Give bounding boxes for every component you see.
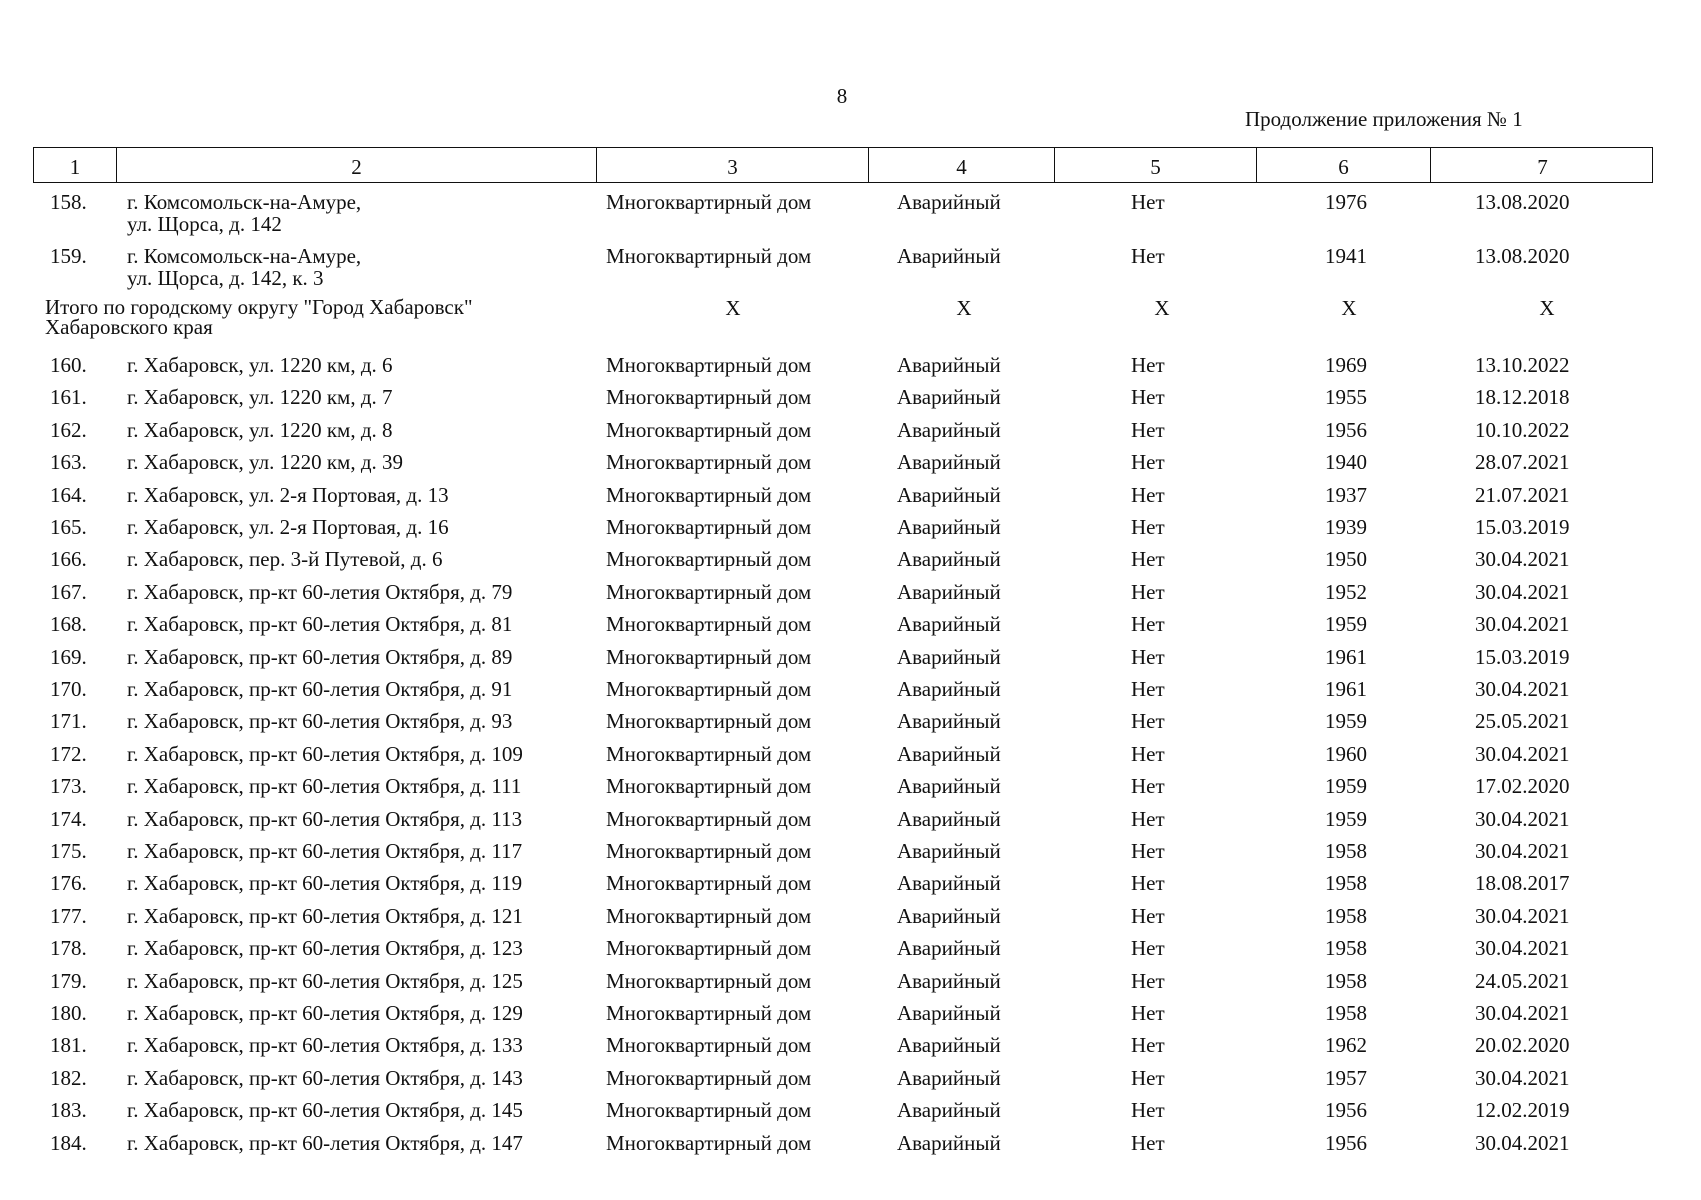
- page-number: 8: [836, 84, 848, 108]
- row-building-type: Многоквартирный дом: [606, 968, 812, 993]
- row-date: 25.05.2021: [1475, 709, 1570, 734]
- row-date: 30.04.2021: [1475, 903, 1570, 928]
- row-address: г. Хабаровск, ул. 1220 км, д. 39: [127, 450, 404, 475]
- row-flag: Нет: [1131, 244, 1165, 268]
- row-flag: Нет: [1131, 612, 1165, 637]
- row-building-type: Многоквартирный дом: [606, 774, 812, 799]
- row-address: г. Хабаровск, пр-кт 60-летия Октября, д. 109: [127, 741, 523, 766]
- row-number: 168.: [50, 612, 87, 637]
- row-address: г. Хабаровск, пр-кт 60-летия Октября, д. 79: [127, 579, 513, 604]
- row-flag: Нет: [1131, 1130, 1165, 1155]
- row-number: 172.: [50, 741, 87, 766]
- row-building-type: Многоквартирный дом: [606, 244, 812, 268]
- row-address: г. Хабаровск, пр-кт 60-летия Октября, д. 89: [127, 644, 513, 669]
- row-number: 177.: [50, 903, 87, 928]
- table-header-row: [33, 147, 1653, 183]
- total-label: Итого по городскому округу "Город Хабаровск" Хабаровского края: [45, 295, 473, 339]
- row-number: 179.: [50, 968, 87, 993]
- row-address: г. Хабаровск, пр-кт 60-летия Октября, д. 117: [127, 839, 523, 863]
- row-flag: Нет: [1131, 190, 1165, 214]
- row-year: 1950: [1325, 547, 1367, 572]
- row-year: 1958: [1325, 1001, 1367, 1025]
- row-flag: Нет: [1131, 644, 1165, 669]
- row-condition: Аварийный: [897, 579, 1001, 604]
- total-mark: X: [1539, 296, 1555, 320]
- row-condition: Аварийный: [897, 417, 1001, 442]
- row-condition: Аварийный: [897, 839, 1001, 863]
- row-flag: Нет: [1131, 968, 1165, 993]
- row-year: 1959: [1325, 612, 1367, 637]
- row-flag: Нет: [1131, 871, 1165, 896]
- row-number: 170.: [50, 677, 87, 701]
- row-number: 173.: [50, 774, 87, 799]
- row-year: 1958: [1325, 871, 1367, 896]
- row-year: 1961: [1325, 677, 1367, 701]
- row-number: 167.: [50, 579, 87, 604]
- row-building-type: Многоквартирный дом: [606, 1065, 812, 1090]
- row-date: 21.07.2021: [1475, 482, 1570, 507]
- row-condition: Аварийный: [897, 450, 1001, 475]
- row-building-type: Многоквартирный дом: [606, 450, 812, 475]
- row-flag: Нет: [1131, 709, 1165, 734]
- row-date: 30.04.2021: [1475, 1001, 1570, 1025]
- row-flag: Нет: [1131, 741, 1165, 766]
- row-flag: Нет: [1131, 515, 1165, 539]
- row-address: г. Хабаровск, пр-кт 60-летия Октября, д. 123: [127, 936, 523, 961]
- row-building-type: Многоквартирный дом: [606, 871, 812, 896]
- row-date: 13.08.2020: [1475, 244, 1570, 268]
- row-condition: Аварийный: [897, 1001, 1001, 1025]
- row-number: 171.: [50, 709, 87, 734]
- row-flag: Нет: [1131, 547, 1165, 572]
- row-building-type: Многоквартирный дом: [606, 515, 812, 539]
- row-number: 164.: [50, 482, 87, 507]
- row-number: 174.: [50, 806, 87, 831]
- row-year: 1941: [1325, 244, 1367, 268]
- row-year: 1937: [1325, 482, 1367, 507]
- row-condition: Аварийный: [897, 936, 1001, 961]
- row-flag: Нет: [1131, 774, 1165, 799]
- row-year: 1960: [1325, 741, 1367, 766]
- row-condition: Аварийный: [897, 774, 1001, 799]
- row-condition: Аварийный: [897, 244, 1001, 268]
- row-number: 184.: [50, 1130, 87, 1155]
- row-year: 1959: [1325, 806, 1367, 831]
- row-building-type: Многоквартирный дом: [606, 612, 812, 637]
- row-date: 30.04.2021: [1475, 579, 1570, 604]
- row-building-type: Многоквартирный дом: [606, 579, 812, 604]
- row-condition: Аварийный: [897, 1065, 1001, 1090]
- row-number: 183.: [50, 1098, 87, 1123]
- row-number: 182.: [50, 1065, 87, 1090]
- row-number: 158.: [50, 190, 87, 214]
- row-condition: Аварийный: [897, 515, 1001, 539]
- row-building-type: Многоквартирный дом: [606, 839, 812, 863]
- row-date: 10.10.2022: [1475, 417, 1570, 442]
- row-flag: Нет: [1131, 353, 1165, 377]
- row-building-type: Многоквартирный дом: [606, 417, 812, 442]
- row-number: 165.: [50, 515, 87, 539]
- row-date: 30.04.2021: [1475, 677, 1570, 701]
- appendix-continuation-note: Продолжение приложения № 1: [1245, 107, 1523, 131]
- row-flag: Нет: [1131, 385, 1165, 410]
- row-flag: Нет: [1131, 936, 1165, 961]
- row-condition: Аварийный: [897, 1098, 1001, 1123]
- row-number: 178.: [50, 936, 87, 961]
- row-year: 1956: [1325, 417, 1367, 442]
- row-year: 1969: [1325, 353, 1367, 377]
- row-address: г. Хабаровск, пр-кт 60-летия Октября, д. 145: [127, 1098, 523, 1123]
- column-number-6: 6: [1257, 148, 1431, 182]
- row-condition: Аварийный: [897, 353, 1001, 377]
- row-number: 181.: [50, 1033, 87, 1058]
- row-date: 20.02.2020: [1475, 1033, 1570, 1058]
- row-flag: Нет: [1131, 903, 1165, 928]
- row-date: 30.04.2021: [1475, 839, 1570, 863]
- row-flag: Нет: [1131, 1065, 1165, 1090]
- row-address: г. Хабаровск, пр-кт 60-летия Октября, д. 111: [127, 774, 522, 799]
- column-number-2: 2: [117, 148, 597, 182]
- row-year: 1940: [1325, 450, 1367, 475]
- row-flag: Нет: [1131, 579, 1165, 604]
- row-number: 160.: [50, 353, 87, 377]
- column-number-7: 7: [1537, 155, 1548, 179]
- row-flag: Нет: [1131, 1001, 1165, 1025]
- row-condition: Аварийный: [897, 190, 1001, 214]
- row-building-type: Многоквартирный дом: [606, 1098, 812, 1123]
- row-building-type: Многоквартирный дом: [606, 385, 812, 410]
- row-building-type: Многоквартирный дом: [606, 936, 812, 961]
- row-building-type: Многоквартирный дом: [606, 644, 812, 669]
- row-number: 162.: [50, 417, 87, 442]
- row-date: 28.07.2021: [1475, 450, 1570, 475]
- row-year: 1955: [1325, 385, 1367, 410]
- row-condition: Аварийный: [897, 644, 1001, 669]
- row-date: 30.04.2021: [1475, 1130, 1570, 1155]
- row-number: 169.: [50, 644, 87, 669]
- row-condition: Аварийный: [897, 968, 1001, 993]
- row-date: 30.04.2021: [1475, 547, 1570, 572]
- row-address: г. Хабаровск, пр-кт 60-летия Октября, д. 125: [127, 968, 523, 993]
- row-address: г. Хабаровск, ул. 1220 км, д. 8: [127, 417, 393, 442]
- row-condition: Аварийный: [897, 709, 1001, 734]
- column-number-1: 1: [34, 148, 117, 182]
- row-date: 15.03.2019: [1475, 644, 1570, 669]
- row-year: 1939: [1325, 515, 1367, 539]
- row-year: 1976: [1325, 190, 1367, 214]
- row-building-type: Многоквартирный дом: [606, 677, 812, 701]
- row-year: 1958: [1325, 903, 1367, 928]
- row-flag: Нет: [1131, 1033, 1165, 1058]
- row-condition: Аварийный: [897, 482, 1001, 507]
- row-address: г. Хабаровск, ул. 1220 км, д. 7: [127, 385, 393, 410]
- row-flag: Нет: [1131, 1098, 1165, 1123]
- row-condition: Аварийный: [897, 677, 1001, 701]
- row-address: г. Хабаровск, пр-кт 60-летия Октября, д. 81: [127, 612, 513, 637]
- row-condition: Аварийный: [897, 1033, 1001, 1058]
- row-address: г. Хабаровск, ул. 2-я Портовая, д. 13: [127, 482, 449, 507]
- row-address: г. Хабаровск, пр-кт 60-летия Октября, д. 93: [127, 709, 513, 734]
- row-year: 1956: [1325, 1098, 1367, 1123]
- row-flag: Нет: [1131, 839, 1165, 863]
- row-address: г. Хабаровск, пр-кт 60-летия Октября, д. 113: [127, 806, 523, 831]
- row-flag: Нет: [1131, 482, 1165, 507]
- row-building-type: Многоквартирный дом: [606, 1033, 812, 1058]
- row-building-type: Многоквартирный дом: [606, 1130, 812, 1155]
- total-mark: X: [1341, 296, 1357, 320]
- row-number: 180.: [50, 1001, 87, 1025]
- row-condition: Аварийный: [897, 385, 1001, 410]
- row-year: 1962: [1325, 1033, 1367, 1058]
- row-number: 175.: [50, 839, 87, 863]
- row-condition: Аварийный: [897, 612, 1001, 637]
- row-date: 13.08.2020: [1475, 190, 1570, 214]
- row-date: 30.04.2021: [1475, 741, 1570, 766]
- row-number: 163.: [50, 450, 87, 475]
- row-flag: Нет: [1131, 417, 1165, 442]
- row-condition: Аварийный: [897, 871, 1001, 896]
- row-address: г. Хабаровск, пр-кт 60-летия Октября, д. 119: [127, 871, 523, 896]
- row-year: 1958: [1325, 968, 1367, 993]
- row-flag: Нет: [1131, 450, 1165, 475]
- row-address: г. Хабаровск, пр-кт 60-летия Октября, д. 121: [127, 903, 523, 928]
- row-date: 13.10.2022: [1475, 353, 1570, 377]
- row-year: 1958: [1325, 936, 1367, 961]
- total-mark: X: [1154, 296, 1170, 320]
- row-address: г. Комсомольск-на-Амуре, ул. Щорса, д. 142, к. 3: [127, 244, 362, 290]
- row-condition: Аварийный: [897, 806, 1001, 831]
- row-address: г. Хабаровск, пер. 3-й Путевой, д. 6: [127, 547, 443, 572]
- row-address: г. Хабаровск, пр-кт 60-летия Октября, д. 91: [127, 677, 513, 701]
- row-building-type: Многоквартирный дом: [606, 547, 812, 572]
- row-date: 18.08.2017: [1475, 871, 1570, 896]
- row-date: 30.04.2021: [1475, 806, 1570, 831]
- row-year: 1958: [1325, 839, 1367, 863]
- row-year: 1959: [1325, 709, 1367, 734]
- row-date: 24.05.2021: [1475, 968, 1570, 993]
- row-date: 18.12.2018: [1475, 385, 1570, 410]
- row-address: г. Хабаровск, пр-кт 60-летия Октября, д. 133: [127, 1033, 523, 1058]
- row-number: 159.: [50, 244, 87, 268]
- row-date: 15.03.2019: [1475, 515, 1570, 539]
- row-address: г. Комсомольск-на-Амуре, ул. Щорса, д. 142: [127, 190, 362, 236]
- row-year: 1961: [1325, 644, 1367, 669]
- row-flag: Нет: [1131, 677, 1165, 701]
- row-building-type: Многоквартирный дом: [606, 741, 812, 766]
- row-date: 30.04.2021: [1475, 936, 1570, 961]
- row-address: г. Хабаровск, пр-кт 60-летия Октября, д. 143: [127, 1065, 523, 1090]
- row-date: 17.02.2020: [1475, 774, 1570, 799]
- row-building-type: Многоквартирный дом: [606, 1001, 812, 1025]
- row-year: 1952: [1325, 579, 1367, 604]
- row-condition: Аварийный: [897, 741, 1001, 766]
- row-date: 30.04.2021: [1475, 1065, 1570, 1090]
- column-number-3: 3: [597, 148, 869, 182]
- row-number: 166.: [50, 547, 87, 572]
- row-building-type: Многоквартирный дом: [606, 190, 812, 214]
- row-condition: Аварийный: [897, 1130, 1001, 1155]
- row-date: 12.02.2019: [1475, 1098, 1570, 1123]
- row-condition: Аварийный: [897, 903, 1001, 928]
- row-year: 1956: [1325, 1130, 1367, 1155]
- row-address: г. Хабаровск, пр-кт 60-летия Октября, д. 129: [127, 1001, 523, 1025]
- row-building-type: Многоквартирный дом: [606, 806, 812, 831]
- row-building-type: Многоквартирный дом: [606, 903, 812, 928]
- row-number: 176.: [50, 871, 87, 896]
- row-year: 1959: [1325, 774, 1367, 799]
- column-number-4: 4: [869, 148, 1055, 182]
- row-address: г. Хабаровск, ул. 1220 км, д. 6: [127, 353, 393, 377]
- row-address: г. Хабаровск, ул. 2-я Портовая, д. 16: [127, 515, 449, 539]
- row-building-type: Многоквартирный дом: [606, 482, 812, 507]
- row-building-type: Многоквартирный дом: [606, 353, 812, 377]
- row-year: 1957: [1325, 1065, 1367, 1090]
- total-mark: X: [956, 296, 972, 320]
- row-building-type: Многоквартирный дом: [606, 709, 812, 734]
- row-condition: Аварийный: [897, 547, 1001, 572]
- row-flag: Нет: [1131, 806, 1165, 831]
- row-number: 161.: [50, 385, 87, 410]
- total-mark: X: [725, 296, 741, 320]
- column-number-5: 5: [1055, 148, 1257, 182]
- row-date: 30.04.2021: [1475, 612, 1570, 637]
- row-address: г. Хабаровск, пр-кт 60-летия Октября, д. 147: [127, 1130, 523, 1155]
